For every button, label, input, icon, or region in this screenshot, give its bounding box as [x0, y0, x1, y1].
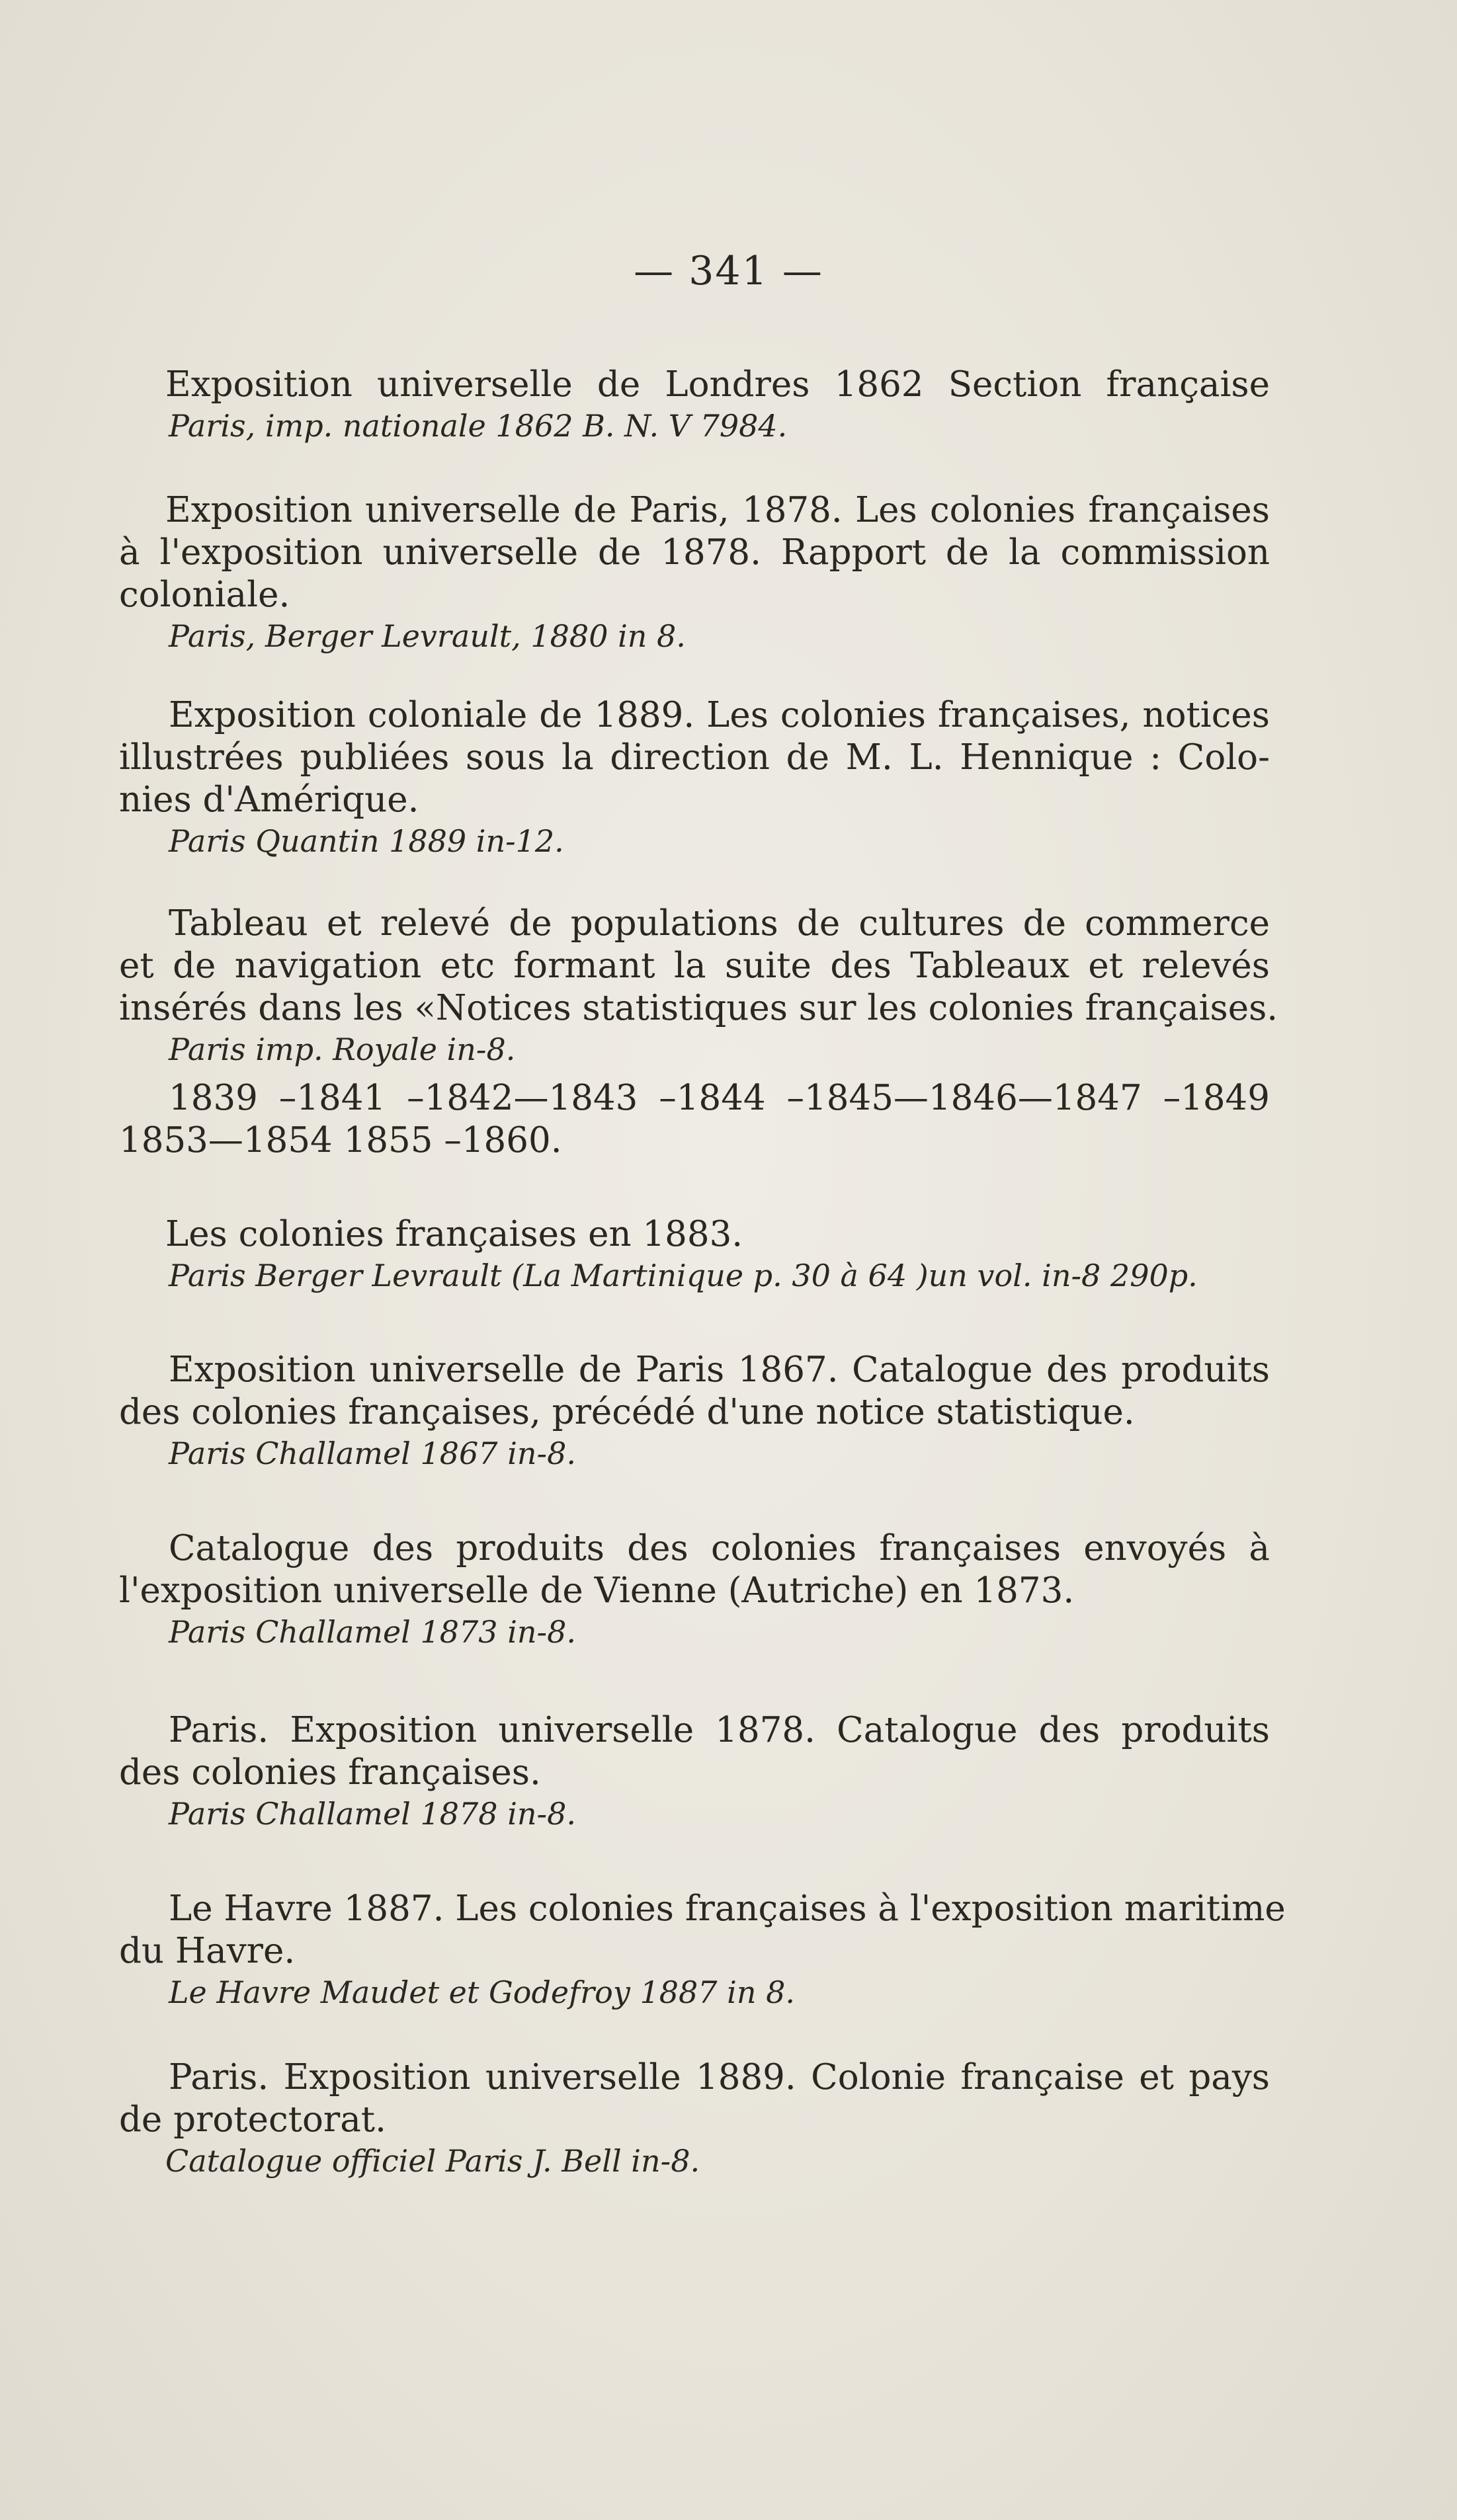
entry-line: Exposition universelle de Paris 1867. Catalogue des produits [169, 1350, 1270, 1390]
entry-line: des colonies françaises, précédé d'une notice statistique. [119, 1392, 1135, 1432]
bibliography-entry [119, 2056, 1270, 2181]
bibliography-entry [119, 489, 1270, 656]
entry-line: de protectorat. [119, 2099, 386, 2140]
entry-imprint: Paris imp. Royale in-8. [169, 1032, 516, 1067]
bibliography-entry [119, 1213, 1270, 1295]
bibliography-entry [119, 1888, 1286, 2012]
entry-years: 1839 –1841 –1842—1843 –1844 –1845—1846—1847 –1849 [169, 1078, 1270, 1118]
entry-line: nies d'Amérique. [119, 780, 419, 820]
entry-line: Paris. Exposition universelle 1878. Catalogue des produits [169, 1710, 1270, 1750]
page-number: — 341 — [634, 248, 823, 294]
entry-line: Paris. Exposition universelle 1889. Colonie française et pays [169, 2057, 1270, 2097]
bibliography-entry [119, 364, 1270, 446]
bibliography-entry [119, 903, 1278, 1162]
entry-line: Tableau et relevé de populations de cultures de commerce [169, 903, 1270, 944]
entry-imprint: Paris, imp. nationale 1862 B. N. V 7984. [169, 408, 788, 444]
entry-line: coloniale. [119, 575, 290, 615]
entry-line: Le Havre 1887. Les colonies françaises à l'exposition maritime [169, 1889, 1286, 1929]
entry-line: des colonies françaises. [119, 1752, 541, 1793]
entry-years: 1853—1854 1855 –1860. [119, 1120, 562, 1160]
entry-line: Exposition universelle de Londres 1862 Section française [165, 364, 1270, 405]
entry-line: Exposition universelle de Paris, 1878. Les colonies françaises [165, 490, 1270, 530]
entry-line: à l'exposition universelle de 1878. Rapport de la commission [119, 532, 1270, 573]
entry-imprint: Paris Quantin 1889 in-12. [169, 823, 564, 859]
entry-imprint: Paris Berger Levrault (La Martinique p. 30 à 64 )un vol. in-8 290p. [169, 1258, 1198, 1293]
entry-line: l'exposition universelle de Vienne (Autriche) en 1873. [119, 1570, 1075, 1611]
entry-imprint: Catalogue officiel Paris J. Bell in-8. [165, 2143, 700, 2179]
entry-imprint: Paris Challamel 1878 in-8. [169, 1796, 576, 1832]
entry-line: Les colonies françaises en 1883. [165, 1214, 743, 1254]
entry-line: et de navigation etc formant la suite des Tableaux et relevés [119, 946, 1270, 986]
bibliography-entry [119, 1709, 1270, 1834]
entry-imprint: Paris, Berger Levrault, 1880 in 8. [169, 618, 686, 654]
entry-imprint: Paris Challamel 1873 in-8. [169, 1614, 576, 1650]
entry-line: illustrées publiées sous la direction de M. L. Hennique : Colo- [119, 737, 1270, 778]
entry-line: Catalogue des produits des colonies françaises envoyés à [169, 1528, 1270, 1568]
entry-imprint: Paris Challamel 1867 in-8. [169, 1436, 576, 1471]
entry-line: insérés dans les «Notices statistiques sur les colonies françaises. [119, 988, 1278, 1028]
bibliography-entry [119, 1349, 1270, 1473]
bibliography-entry [119, 1527, 1270, 1652]
entry-line: Exposition coloniale de 1889. Les colonies françaises, notices [169, 695, 1270, 735]
entry-imprint: Le Havre Maudet et Godefroy 1887 in 8. [169, 1974, 795, 2010]
entry-line: du Havre. [119, 1931, 296, 1971]
bibliography-entry [119, 694, 1270, 861]
